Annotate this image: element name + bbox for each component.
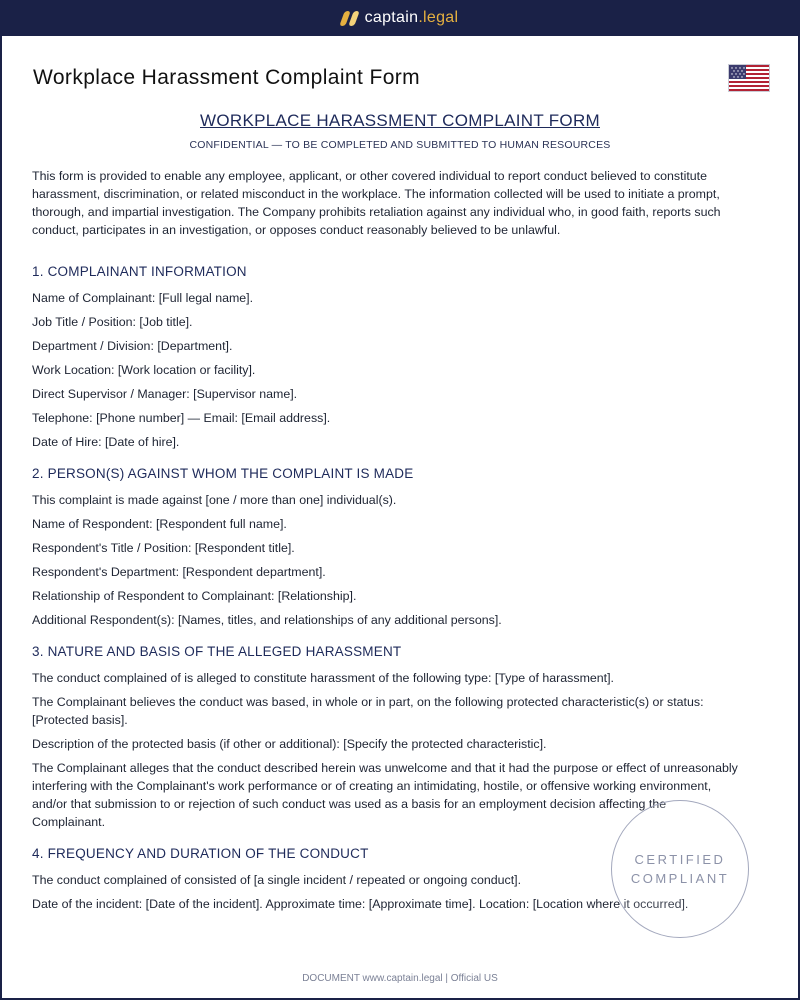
page-title: Workplace Harassment Complaint Form bbox=[33, 66, 421, 89]
stamp-line-1: CERTIFIED bbox=[634, 852, 726, 867]
form-line: The conduct complained of is alleged to constitute harassment of the following type: [Type of harassment]. bbox=[32, 671, 614, 685]
captain-legal-logo-icon bbox=[342, 11, 357, 26]
form-line: This complaint is made against [one / more than one] individual(s). bbox=[32, 493, 397, 507]
document-body bbox=[32, 167, 742, 927]
form-line: Description of the protected basis (if other or additional): [Specify the protected characteristic]. bbox=[32, 737, 547, 751]
form-line: Respondent's Title / Position: [Respondent title]. bbox=[32, 541, 295, 555]
form-line: Telephone: [Phone number] — Email: [Email address]. bbox=[32, 411, 331, 425]
intro-paragraph: This form is provided to enable any employee, applicant, or other covered individual to report conduct believed to constitute harassment, discrimination, or related misconduct in the workplace. The information collected will be used to initiate a prompt, thorough, and impartial investigation. The Company prohibits retaliation against any individual who, in good faith, reports such conduct, participates in an investigation, or opposes conduct reasonably believed to be unlawful. bbox=[32, 169, 721, 237]
section-title: 4. FREQUENCY AND DURATION OF THE CONDUCT bbox=[32, 846, 369, 861]
section-title: 2. PERSON(S) AGAINST WHOM THE COMPLAINT IS MADE bbox=[32, 466, 414, 481]
brand-name[interactable]: captain.legal bbox=[364, 9, 459, 26]
certified-compliant-stamp bbox=[611, 800, 749, 938]
document-subheading: CONFIDENTIAL — TO BE COMPLETED AND SUBMITTED TO HUMAN RESOURCES bbox=[189, 139, 611, 151]
form-line: The conduct complained of consisted of [a single incident / repeated or ongoing conduct]. bbox=[32, 873, 522, 887]
form-line: Name of Complainant: [Full legal name]. bbox=[32, 291, 254, 305]
form-line: Additional Respondent(s): [Names, titles, and relationships of any additional persons]. bbox=[32, 613, 502, 627]
document-footer: DOCUMENT www.captain.legal | Official US bbox=[302, 973, 498, 984]
form-line: The Complainant believes the conduct was based, in whole or in part, on the following protected characteristic(s) or status: [Protected basis]. bbox=[32, 695, 704, 727]
section-nature-and-basis bbox=[32, 643, 742, 831]
top-bar bbox=[0, 0, 800, 36]
document-heading: WORKPLACE HARASSMENT COMPLAINT FORM bbox=[200, 111, 600, 130]
form-line: Relationship of Respondent to Complainant: [Relationship]. bbox=[32, 589, 357, 603]
section-respondent bbox=[32, 465, 742, 629]
form-line: Respondent's Department: [Respondent department]. bbox=[32, 565, 326, 579]
section-complainant-information bbox=[32, 263, 742, 451]
form-line: Job Title / Position: [Job title]. bbox=[32, 315, 193, 329]
us-flag-icon bbox=[728, 64, 770, 92]
form-line: Name of Respondent: [Respondent full name]. bbox=[32, 517, 287, 531]
form-line: Date of Hire: [Date of hire]. bbox=[32, 435, 180, 449]
section-title: 1. COMPLAINANT INFORMATION bbox=[32, 264, 247, 279]
form-line: Date of the incident: [Date of the incident]. Approximate time: [Approximate time]. Location: [Location where it occurred]. bbox=[32, 897, 689, 911]
document-page bbox=[2, 36, 798, 998]
stamp-line-2: COMPLIANT bbox=[630, 871, 730, 886]
form-line: Direct Supervisor / Manager: [Supervisor name]. bbox=[32, 387, 298, 401]
form-line: Department / Division: [Department]. bbox=[32, 339, 233, 353]
form-line: The Complainant alleges that the conduct described herein was unwelcome and that it had the purpose or effect of unreasonably interfering with the Complainant's work performance or of creating an intimidating, hostile, or offensive working environment, and/or that submission to or rejection of such conduct was used as a basis for an employment decision affecting the Complainant. bbox=[32, 761, 738, 829]
form-line: Work Location: [Work location or facility]. bbox=[32, 363, 256, 377]
section-title: 3. NATURE AND BASIS OF THE ALLEGED HARASSMENT bbox=[32, 644, 402, 659]
